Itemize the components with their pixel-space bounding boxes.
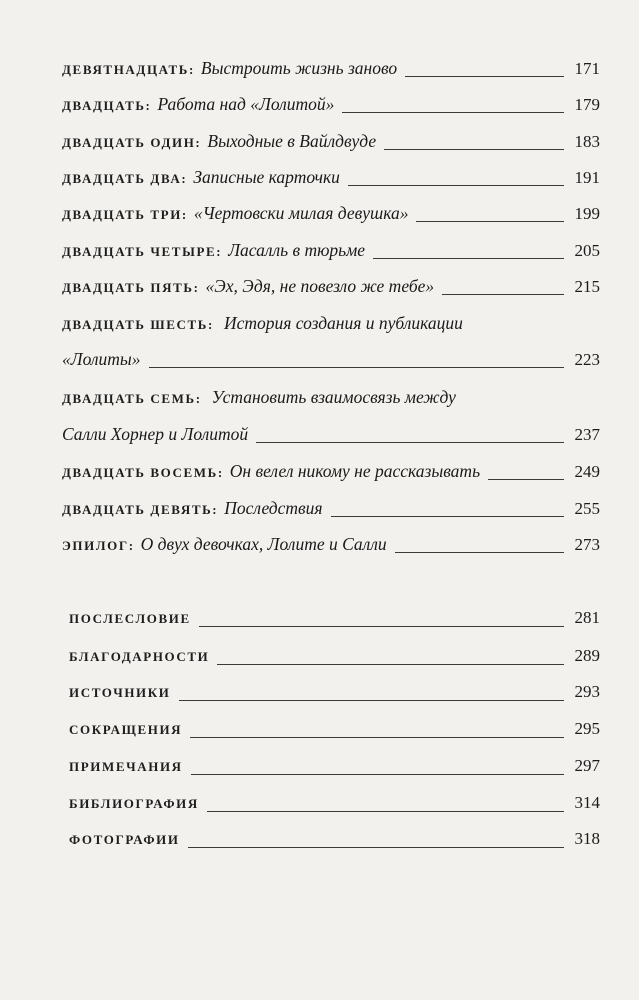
toc-entry[interactable] [69,793,600,817]
toc-entry[interactable] [69,682,600,706]
page-number: 205 [574,241,600,260]
toc-entry[interactable] [69,829,600,853]
toc-entry-first-line[interactable] [62,313,600,337]
chapter-label: ДВАДЦАТЬ ЧЕТЫРЕ: [62,244,223,259]
dot-leader [348,184,564,186]
chapter-title: «Чертовски милая девушка» [193,203,409,223]
chapter-label: ДВАДЦАТЬ СЕМЬ: [62,391,202,406]
toc-entry[interactable] [69,608,600,632]
chapter-title: Выходные в Вайлдвуде [207,131,377,151]
page-number: 289 [574,646,600,665]
chapter-title: Выстроить жизнь заново [200,58,398,78]
section-label: БИБЛИОГРАФИЯ [69,796,199,811]
chapter-title: Установить взаимосвязь между [211,387,456,407]
chapter-label: ДВАДЦАТЬ ВОСЕМЬ: [62,465,224,480]
page-number: 318 [574,829,600,848]
chapter-title: История создания и публикации [223,313,463,333]
section-label: ИСТОЧНИКИ [69,685,171,700]
chapter-label: ДВАДЦАТЬ ШЕСТЬ: [62,317,214,332]
chapter-label: ДВАДЦАТЬ ТРИ: [62,207,188,222]
dot-leader [199,625,564,627]
page-number: 295 [574,719,600,738]
chapter-label: ДЕВЯТНАДЦАТЬ: [62,62,195,77]
chapter-title: Ласалль в тюрьме [228,240,366,260]
dot-leader [442,293,564,295]
dot-leader [188,846,564,848]
page-number: 171 [574,59,600,78]
dot-leader [416,220,564,222]
toc-entry[interactable] [69,646,600,670]
toc-entry-second-line[interactable] [62,349,600,373]
toc-entry[interactable] [62,167,600,191]
chapter-title: О двух девочках, Лолите и Салли [140,534,387,554]
dot-leader [207,810,564,812]
section-label: СОКРАЩЕНИЯ [69,722,183,737]
page-number: 237 [574,425,600,444]
toc-entry[interactable] [62,240,600,264]
page-number: 249 [574,462,600,481]
page-number: 191 [574,168,600,187]
toc-entry[interactable] [62,131,600,155]
chapter-label: ДВАДЦАТЬ ОДИН: [62,135,202,150]
page-number: 297 [574,756,600,775]
dot-leader [395,551,564,553]
chapter-label: ЭПИЛОГ: [62,538,135,553]
dot-leader [217,663,564,665]
toc-entry[interactable] [69,756,600,780]
section-label: БЛАГОДАРНОСТИ [69,649,210,664]
dot-leader [190,736,564,738]
toc-entry[interactable] [62,58,600,82]
chapter-title: Записные карточки [193,167,340,187]
page-number: 281 [574,608,600,627]
chapter-label: ДВАДЦАТЬ ДЕВЯТЬ: [62,502,219,517]
dot-leader [488,478,564,480]
chapter-title-continued: Салли Хорнер и Лолитой [62,424,249,444]
chapter-title: Он велел никому не рассказывать [229,461,481,481]
dot-leader [179,699,565,701]
toc-entry-second-line[interactable] [62,424,600,448]
dot-leader [405,75,564,77]
toc-entry[interactable] [62,94,600,118]
chapter-title: «Эх, Эдя, не повезло же тебе» [205,276,435,296]
chapter-label: ДВАДЦАТЬ ДВА: [62,171,188,186]
toc-entry-first-line[interactable] [62,387,600,411]
chapter-label: ДВАДЦАТЬ ПЯТЬ: [62,280,200,295]
page-number: 255 [574,499,600,518]
dot-leader [342,111,564,113]
chapter-title: Работа над «Лолитой» [157,94,335,114]
toc-entry[interactable] [62,534,600,558]
dot-leader [149,366,564,368]
dot-leader [384,148,564,150]
page-number: 215 [574,277,600,296]
chapter-title: Последствия [224,498,323,518]
dot-leader [373,257,564,259]
section-label: ПОСЛЕСЛОВИЕ [69,611,191,626]
toc-entry[interactable] [62,498,600,522]
section-label: ФОТОГРАФИИ [69,832,180,847]
page-number: 273 [574,535,600,554]
page-number: 223 [574,350,600,369]
toc-entry[interactable] [62,461,600,485]
toc-entry[interactable] [62,276,600,300]
page-number: 183 [574,132,600,151]
page-number: 199 [574,204,600,223]
dot-leader [191,773,564,775]
toc-entry[interactable] [62,203,600,227]
dot-leader [331,515,564,517]
toc-entry[interactable] [69,719,600,743]
chapter-label: ДВАДЦАТЬ: [62,98,152,113]
page-number: 314 [574,793,600,812]
chapter-title-continued: «Лолиты» [62,349,141,369]
page-number: 179 [574,95,600,114]
page-number: 293 [574,682,600,701]
section-label: ПРИМЕЧАНИЯ [69,759,183,774]
dot-leader [256,441,564,443]
